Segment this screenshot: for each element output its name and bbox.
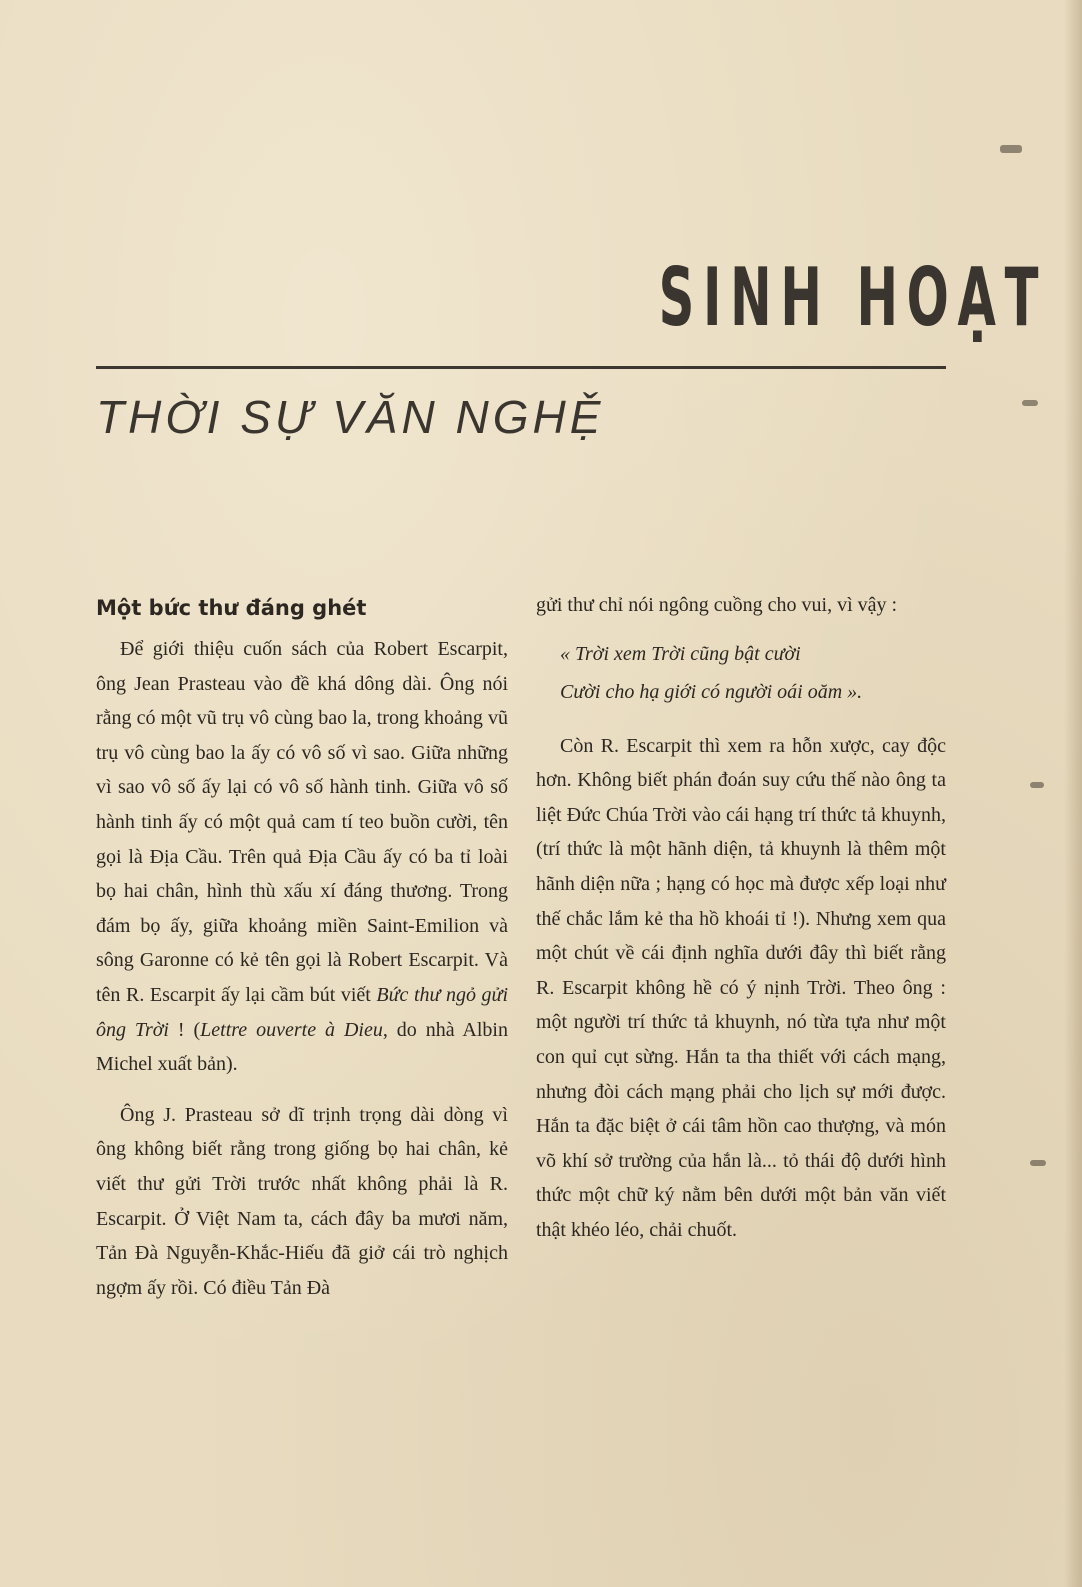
right-column [536, 588, 946, 1248]
paragraph-intro-text-3: , do nhà Albin Michel xuất bản). [96, 1018, 508, 1076]
margin-mark [1022, 400, 1038, 406]
paragraph-prasteau: Ông J. Prasteau sở dĩ trịnh trọng dài dòng vì ông không biết rằng trong giống bọ hai chân, kẻ viết thư gửi Trời trước nhất không phải là R. Escarpit. Ở Việt Nam ta, cách đây ba mươi năm, Tản Đà Nguyễn-Khắc-Hiếu đã giở cái trò nghịch ngợm ấy rồi. Có điều Tản Đà [96, 1103, 508, 1299]
paragraph-intro-text: Để giới thiệu cuốn sách của Robert Escarpit, ông Jean Prasteau vào đề khá dông dài. Ông nói rằng có một vũ trụ vô cùng bao la, trong khoảng vũ trụ vô cùng bao la ấy có vô số vì sao. Giữa những vì sao vô số ấy lại có vô số hành tinh. Giữa vô số hành tinh ấy có một quả cam tí teo buồn cười, tên gọi là Địa Cầu. Trên quả Địa Cầu ấy có ba tỉ loài bọ hai chân, hình thù xấu xí đáng thương. Trong đám bọ ấy, giữa khoảng miền Saint-Emilion và sông Garonne có kẻ tên gọi là Robert Escarpit. Và tên R. Escarpit ấy lại cầm bút viết [96, 638, 508, 1006]
poem-line: « Trời xem Trời cũng bật cười [560, 642, 801, 665]
paragraph-escarpit: Còn R. Escarpit thì xem ra hỗn xược, cay độc hơn. Không biết phán đoán suy cứu thế nào ông ta liệt Đức Chúa Trời vào cái hạng trí thức tả khuynh, (trí thức là một hãnh diện, tả khuynh là thêm một hãnh diện nữa ; hạng có học mà được xếp loại như thế chắc lắm kẻ tha hồ khoái tỉ !). Nhưng xem qua một chút về cái định nghĩa dưới đây thì biết rằng R. Escarpit không hề có ý nịnh Trời. Theo ông : một người trí thức tả khuynh, nó từa tựa như một con quỉ cụt sừng. Hắn ta tha thiết với cách mạng, nhưng đòi cách mạng phải cho lịch sự mới được. Hắn ta đặc biệt ở cái tâm hồn cao thượng, và món võ khí sở trường của hắn là... tỏ thái độ dưới hình thức một chữ ký nằm bên dưới một bản văn viết thật khéo léo, chải chuốt. [536, 734, 946, 1241]
article-heading: Một bức thư đáng ghét [96, 596, 367, 620]
section-subtitle: THỜI SỰ VĂN NGHỆ [96, 391, 605, 443]
poem-quote [560, 635, 946, 711]
book-title-french: Lettre ouverte à Dieu [200, 1018, 383, 1041]
poem-line: Cười cho hạ giới có người oái oăm ». [560, 680, 863, 703]
margin-mark [1000, 145, 1022, 153]
paragraph-intro [96, 632, 508, 1082]
page-edge-shadow [1064, 0, 1082, 1587]
left-column [96, 588, 508, 1305]
book-title: Bức thư ngỏ gửi ông Trời [96, 983, 508, 1041]
section-title: SINH HOẠT [658, 251, 1048, 344]
margin-mark [1030, 1160, 1046, 1166]
title-rule [96, 366, 946, 369]
margin-mark [1030, 782, 1044, 788]
paragraph-intro-text-2: ! ( [168, 1018, 201, 1041]
paragraph-continued: gửi thư chỉ nói ngông cuồng cho vui, vì vậy : [536, 594, 898, 616]
